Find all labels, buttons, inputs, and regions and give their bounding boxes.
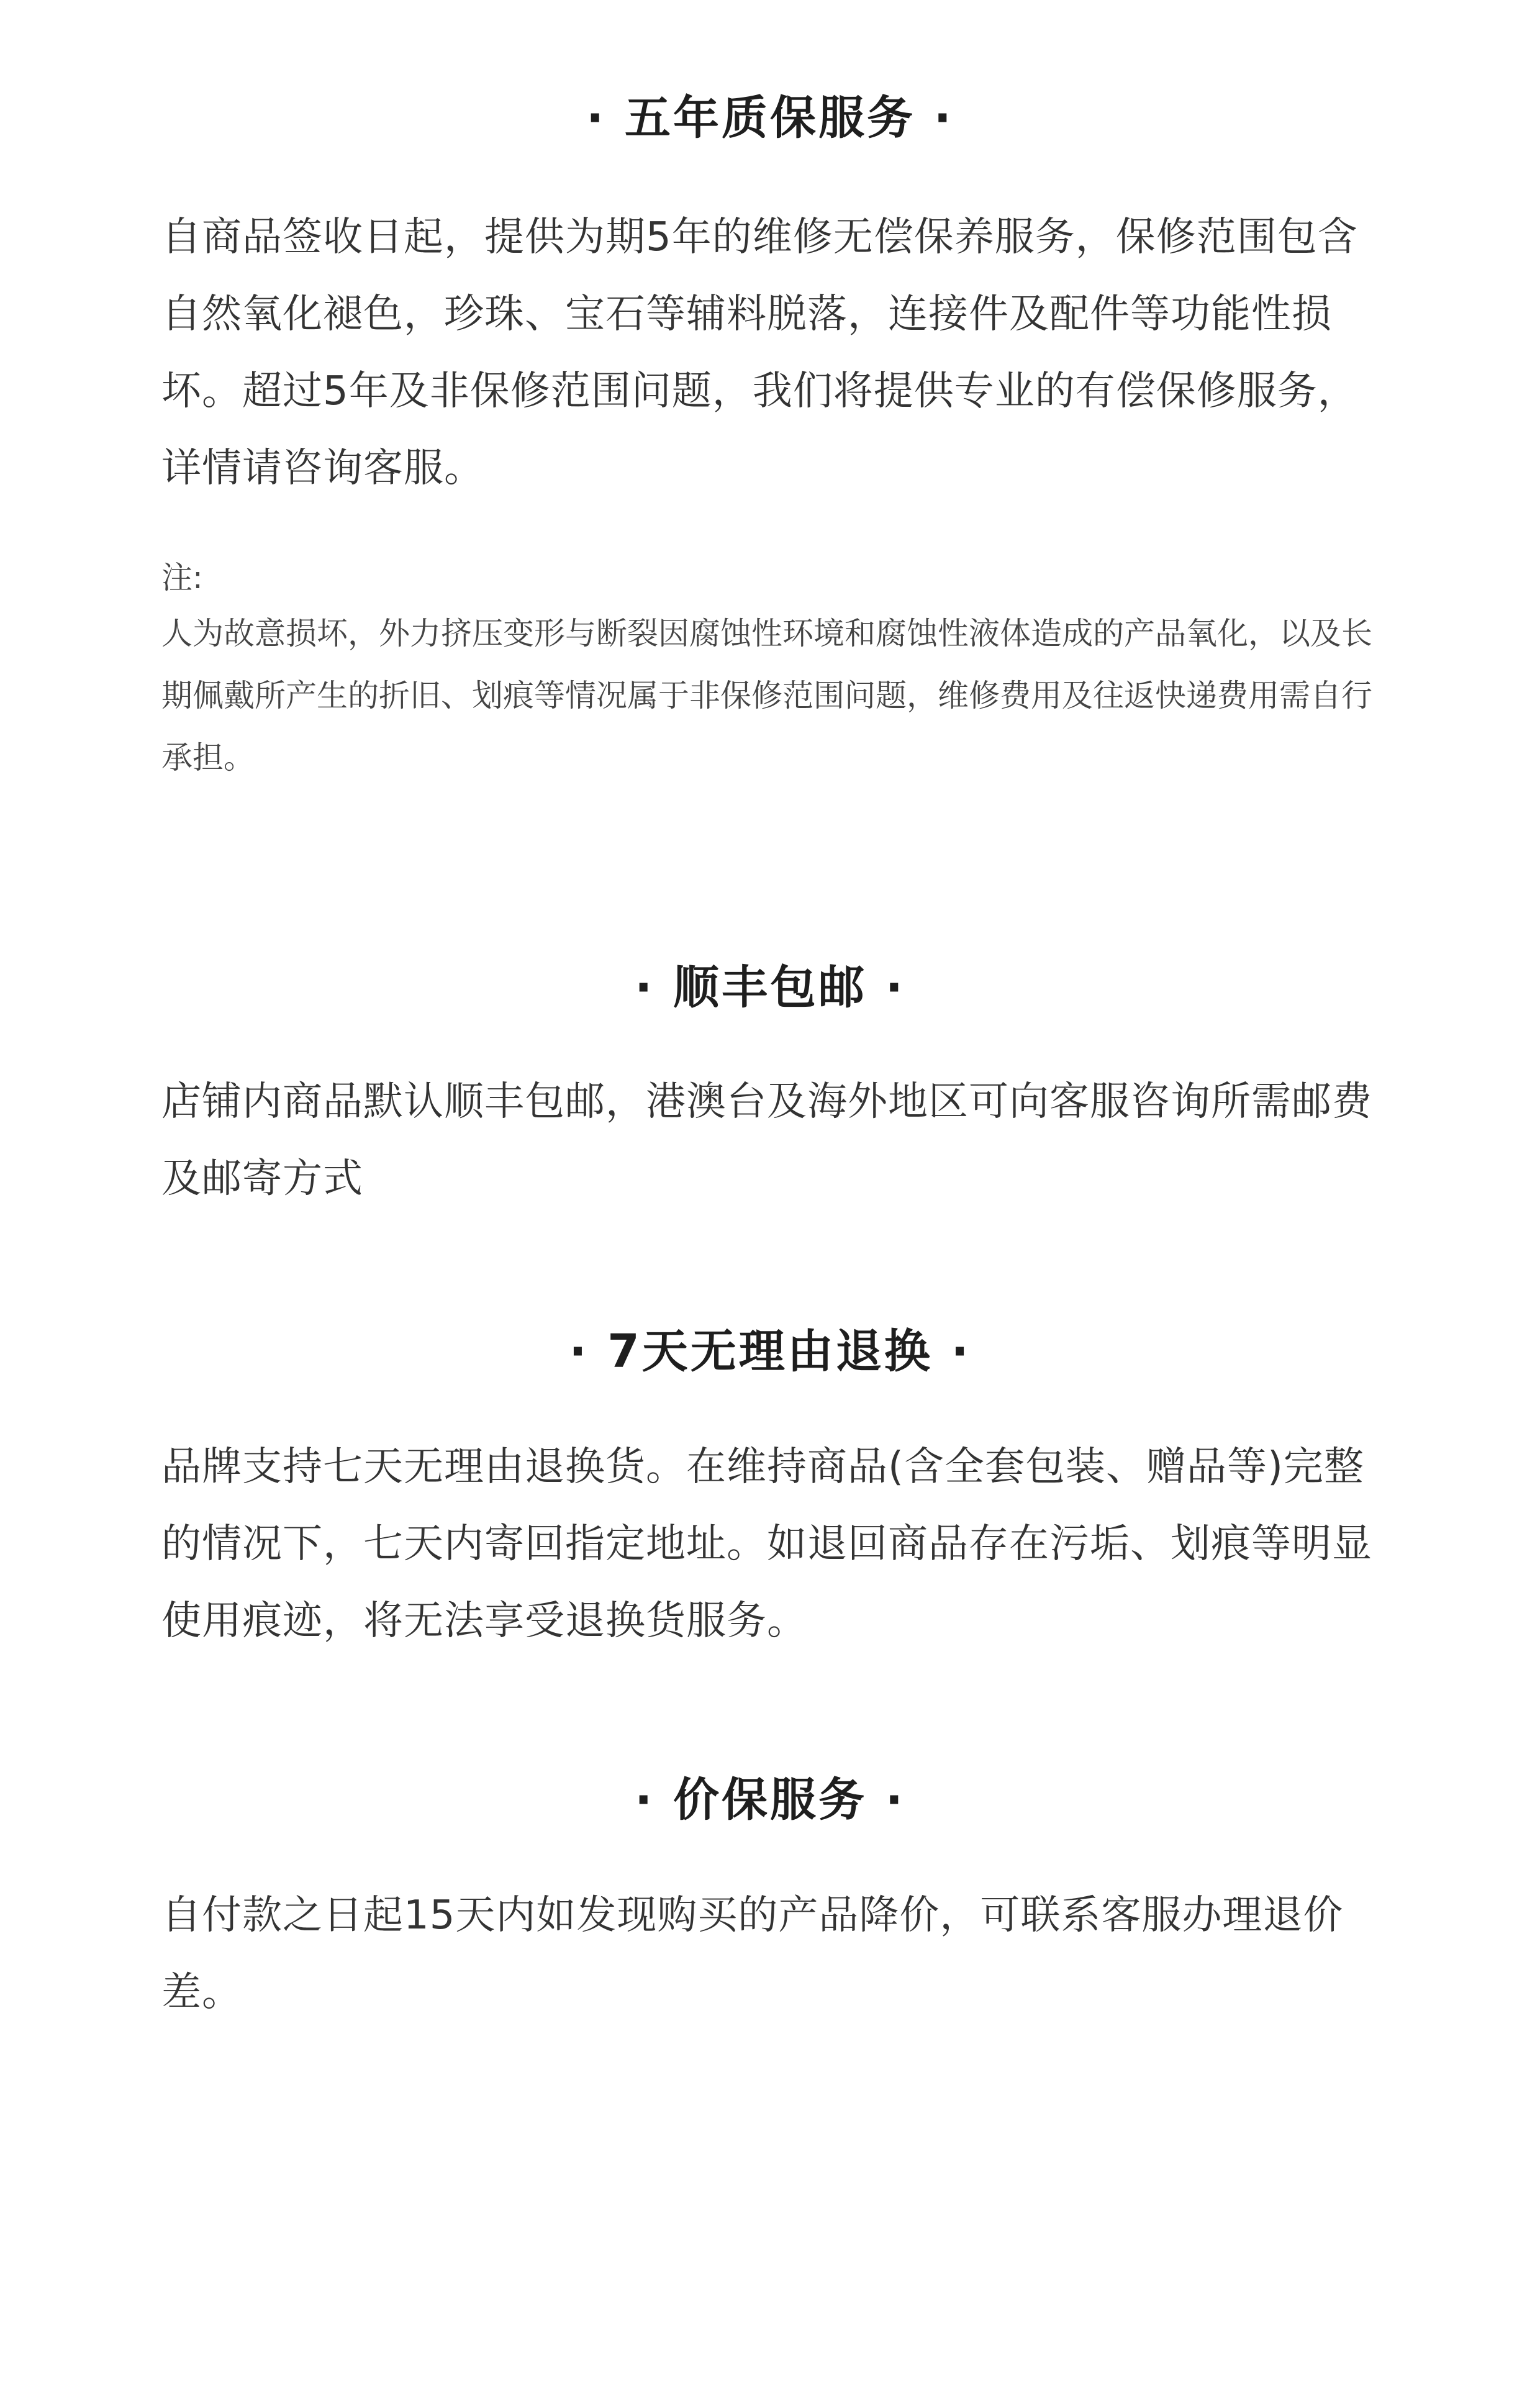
price-protection-body: 自付款之日起15天内如发现购买的产品降价，可联系客服办理退价差。 — [161, 1892, 1344, 2015]
shipping-body: 店铺内商品默认顺丰包邮，港澳台及海外地区可向客服咨询所需邮费及邮寄方式 — [161, 1079, 1372, 1202]
shipping-title: · 顺丰包邮 · — [635, 961, 905, 1014]
warranty-note-text: 人为故意损坏，外力挤压变形与断裂因腐蚀性环境和腐蚀性液体造成的产品氧化，以及长期佩戴所产生的折旧、划痕等情况属于非保修范围问题，维修费用及往返快递费用需自行承担。 — [161, 616, 1372, 776]
price-protection-title: · 价保服务 · — [635, 1773, 905, 1827]
returns-title: · 7天无理由退换 · — [569, 1325, 971, 1378]
warranty-body: 自商品签收日起，提供为期5年的维修无偿保养服务，保修范围包含自然氧化褪色，珍珠、宝石等辅料脱落，连接件及配件等功能性损坏。超过5年及非保修范围问题，我们将提供专业的有偿保修服务，详情请咨询客服。 — [161, 214, 1358, 491]
warranty-title: · 五年质保服务 · — [586, 91, 954, 145]
warranty-note-label: 注: — [161, 560, 203, 596]
returns-body: 品牌支持七天无理由退换货。在维持商品(含全套包装、赠品等)完整的情况下，七天内寄回指定地址。如退回商品存在污垢、划痕等明显使用痕迹，将无法享受退换货服务。 — [161, 1444, 1372, 1644]
